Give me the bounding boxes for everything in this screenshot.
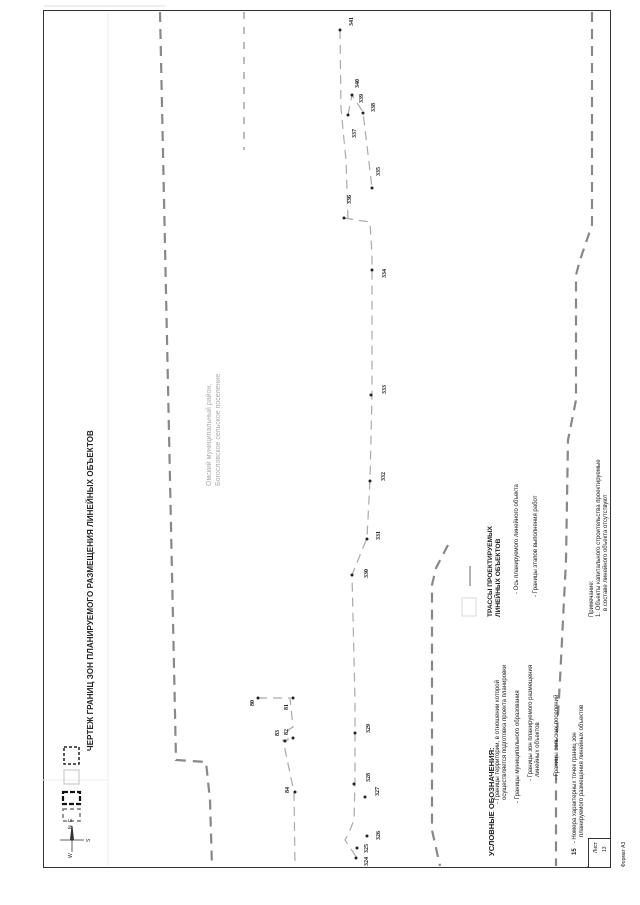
point-label: 325: [364, 844, 370, 853]
point-label: 84: [285, 787, 291, 793]
point-80-marker: [257, 697, 260, 700]
tracks-item-stage: - Границы этапов выполнения работ: [533, 495, 539, 597]
point-82-marker: [292, 737, 295, 740]
point-340-marker: [351, 94, 354, 97]
legend-item-project-area-line1: - Границы территории, в отношении которой: [495, 680, 501, 804]
legend-item-zone: [528, 665, 542, 781]
point-332-marker: [369, 480, 372, 483]
note-heading: Примечание:: [589, 580, 595, 617]
zone-boundary-branch: [348, 95, 372, 188]
note: [589, 459, 610, 617]
point-label: 337: [352, 129, 358, 138]
sheet-label: Лист: [593, 842, 599, 853]
point-341-marker: [339, 29, 342, 32]
legend-item-municipal: - Границы муниципального образования: [515, 690, 521, 803]
compass-south: S: [86, 838, 92, 842]
point-83-marker: [284, 740, 287, 743]
area-label-line2: Богословское сельское поселение: [215, 373, 222, 486]
tracks-heading: [487, 526, 503, 617]
municipal-boundary-bottom: [432, 545, 448, 866]
point-label: 331: [376, 531, 382, 540]
point-label: 334: [382, 269, 388, 278]
tracks-item-axis: - Ось планируемого линейного объекта: [514, 484, 520, 594]
point-label: 326: [376, 831, 382, 840]
point-84-marker: [294, 791, 297, 794]
point-label: 340: [355, 79, 361, 88]
point-label: 329: [366, 724, 372, 733]
legend-item-points-line1: [572, 705, 579, 855]
point-label: 338: [371, 103, 377, 112]
point-label: 339: [359, 94, 365, 103]
area-label-line1: Омский муниципальный район,: [206, 383, 213, 486]
point-337-marker: [347, 114, 350, 117]
point-334-marker: [371, 269, 374, 272]
point-328-marker: [353, 783, 356, 786]
point-label: 335: [376, 167, 382, 176]
point-81-marker: [292, 697, 295, 700]
legend-swatch-zone: [64, 770, 79, 784]
point-label: 81: [284, 704, 290, 710]
point-label: 80: [250, 700, 256, 706]
note-line1: 1. Объекты капитального строительства проектируемые: [596, 459, 602, 617]
point-label: 83: [275, 730, 281, 736]
zone-boundary-lower: [258, 698, 295, 866]
legend-heading: УСЛОВНЫЕ ОБОЗНАЧЕНИЯ:: [487, 747, 496, 856]
compass-north: N: [68, 825, 74, 829]
point-label: 333: [382, 385, 388, 394]
legend-item-points-line2: планируемого размещения линейных объектов: [579, 704, 585, 837]
point-326-marker: [366, 835, 369, 838]
legend-point-marker: 15: [572, 848, 578, 855]
legend-item-project-area: [495, 665, 509, 804]
compass-west: W: [68, 853, 74, 858]
point-333-marker: [370, 394, 373, 397]
area-label: [205, 374, 223, 486]
point-329-marker: [354, 732, 357, 735]
note-line2: в составе линейного объекта отсутствуют: [603, 494, 609, 611]
legend-swatch-axis: [462, 598, 476, 616]
legend-item-zone-line1: - Границы зон планируемого размещения: [528, 664, 534, 781]
legend-swatch-settlement: [64, 747, 79, 764]
point-335-marker: [371, 187, 374, 190]
page-title: ЧЕРТЕЖ ГРАНИЦ ЗОН ПЛАНИРУЕМОГО РАЗМЕЩЕНИЯ ЛИНЕЙНЫХ ОБЪЕКТОВ: [86, 430, 95, 751]
point-331-marker: [366, 538, 369, 541]
sheet-number: 13: [602, 846, 608, 852]
compass-rose-icon: [60, 826, 84, 852]
legend-item-zone-line2: линейных объектов: [535, 722, 541, 777]
point-336-marker: [343, 217, 346, 220]
legend-item-project-area-line2: осуществляется подготовка проекта планировки: [502, 664, 508, 800]
point-325-marker: [356, 847, 359, 850]
point-339-marker: [362, 112, 365, 115]
legend-item-points-text: - Номера характерных точек границ зон: [572, 732, 578, 844]
point-327-marker: [364, 796, 367, 799]
point-label: 330: [364, 569, 370, 578]
point-330-marker: [351, 574, 354, 577]
point-324-marker: [355, 857, 358, 860]
point-label: 332: [381, 472, 387, 481]
format-label: Формат А3: [621, 841, 627, 867]
point-label: 82: [284, 729, 290, 735]
point-label: 324: [364, 857, 370, 866]
legend-item-points: [572, 705, 586, 855]
legend-swatch-municipal: [63, 792, 80, 804]
point-label: 341: [349, 17, 355, 26]
point-label: 327: [375, 787, 381, 796]
compass-east: E: [68, 818, 74, 822]
point-label: 328: [366, 773, 372, 782]
sheet-stamp: [588, 838, 611, 868]
zone-boundary-line: [340, 30, 348, 220]
legend-item-settlement: - Границы сельских поселений: [554, 694, 560, 780]
tracks-heading-line2: ЛИНЕЙНЫХ ОБЪЕКТОВ: [495, 538, 502, 617]
tracks-heading-line1: ТРАССЫ ПРОЕКТИРУЕМЫХ: [487, 526, 494, 617]
point-label: 336: [347, 195, 353, 204]
